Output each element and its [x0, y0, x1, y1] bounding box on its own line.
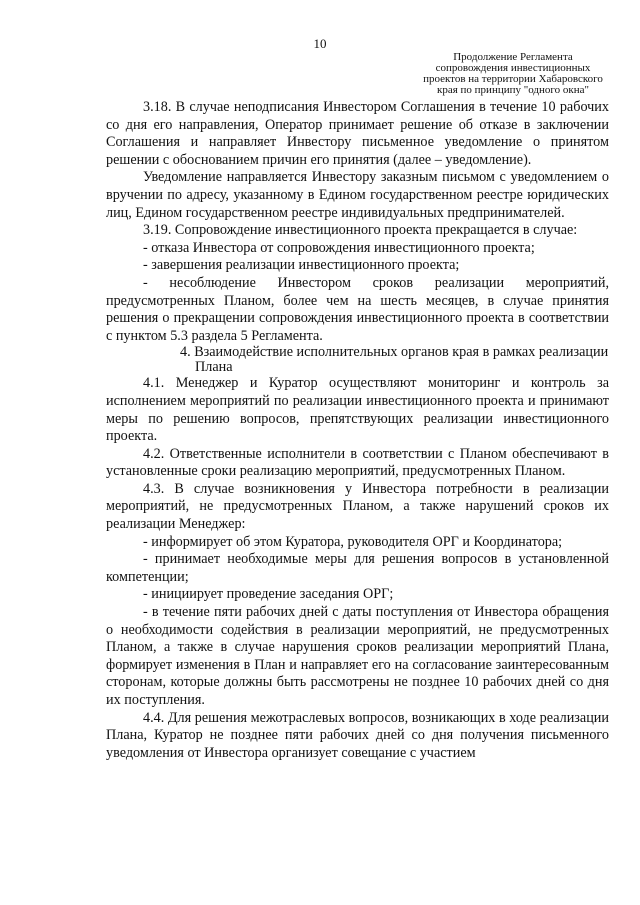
list-item: - в течение пяти рабочих дней с даты поступления от Инвестора обращения о необходимости содействия в реализации мероприятий, не предусмотренных Планом, а также в случае нарушения сроков реализации мероприятий Плана, формирует изменения в План и направляет его на согласование заинтересованным сторонам, которые должны быть рассмотрены не позднее 10 рабочих дней со дня их поступления.: [106, 604, 609, 708]
paragraph-3-19: 3.19. Сопровождение инвестиционного проекта прекращается в случае:: [143, 222, 578, 239]
running-header: [418, 52, 608, 96]
paragraph-notice: Уведомление направляется Инвестору заказным письмом с уведомлением о вручении по адресу, указанному в Едином государственном реестре юридических лиц, Едином государственном реестре индивидуальных предпринимателей.: [106, 169, 609, 221]
list-item: - отказа Инвестора от сопровождения инвестиционного проекта;: [143, 239, 535, 256]
paragraph-3-18: 3.18. В случае неподписания Инвестором Соглашения в течение 10 рабочих со дня его направления, Оператор принимает решение об отказе в заключении Соглашения и направляет Инвестору письменное уведомление о принятом решении с обоснованием причин его принятия (далее – уведомление).: [106, 99, 609, 168]
list-item: - принимает необходимые меры для решения вопросов в установленной компетенции;: [106, 551, 609, 585]
running-header-line: Продолжение Регламента: [453, 51, 573, 63]
list-item: - информирует об этом Куратора, руководителя ОРГ и Координатора;: [143, 533, 563, 550]
paragraph-4-3: 4.3. В случае возникновения у Инвестора потребности в реализации мероприятий, не предусмотренных Планом, а также нарушений сроков их реализации Менеджер:: [106, 480, 609, 533]
paragraph-4-1: 4.1. Менеджер и Куратор осуществляют мониторинг и контроль за исполнением мероприятий по реализации инвестиционного проекта и принимают меры по решению вопросов, препятствующих реализации инвестиционного проекта.: [106, 375, 609, 445]
list-item: - завершения реализации инвестиционного проекта;: [143, 257, 460, 274]
running-header-line: края по принципу "одного окна": [437, 84, 589, 96]
paragraph-4-2: 4.2. Ответственные исполнители в соответствии с Планом обеспечивают в установленные сроки реализацию мероприятий, предусмотренных Планом.: [106, 445, 609, 480]
running-header-line: проектов на территории Хабаровского: [423, 73, 603, 85]
section-heading-line: 4. Взаимодействие исполнительных органов края в рамках реализации: [180, 344, 609, 361]
section-heading-4: [106, 345, 609, 375]
section-heading-line: Плана: [195, 359, 233, 376]
page-number: 10: [313, 36, 327, 51]
running-header-line: сопровождения инвестиционных: [435, 62, 591, 74]
list-item: - инициирует проведение заседания ОРГ;: [143, 586, 394, 603]
list-item: - несоблюдение Инвестором сроков реализации мероприятий, предусмотренных Планом, более чем на шесть месяцев, в случае принятия решения о прекращении сопровождения инвестиционного проекта в соответствии с пунктом 5.3 раздела 5 Регламента.: [106, 274, 609, 344]
document-body: [106, 99, 609, 762]
paragraph-4-4: 4.4. Для решения межотраслевых вопросов, возникающих в ходе реализации Плана, Куратор не позднее пяти рабочих дней со дня получения письменного уведомления от Инвестора организует совещание с участием: [106, 709, 609, 761]
